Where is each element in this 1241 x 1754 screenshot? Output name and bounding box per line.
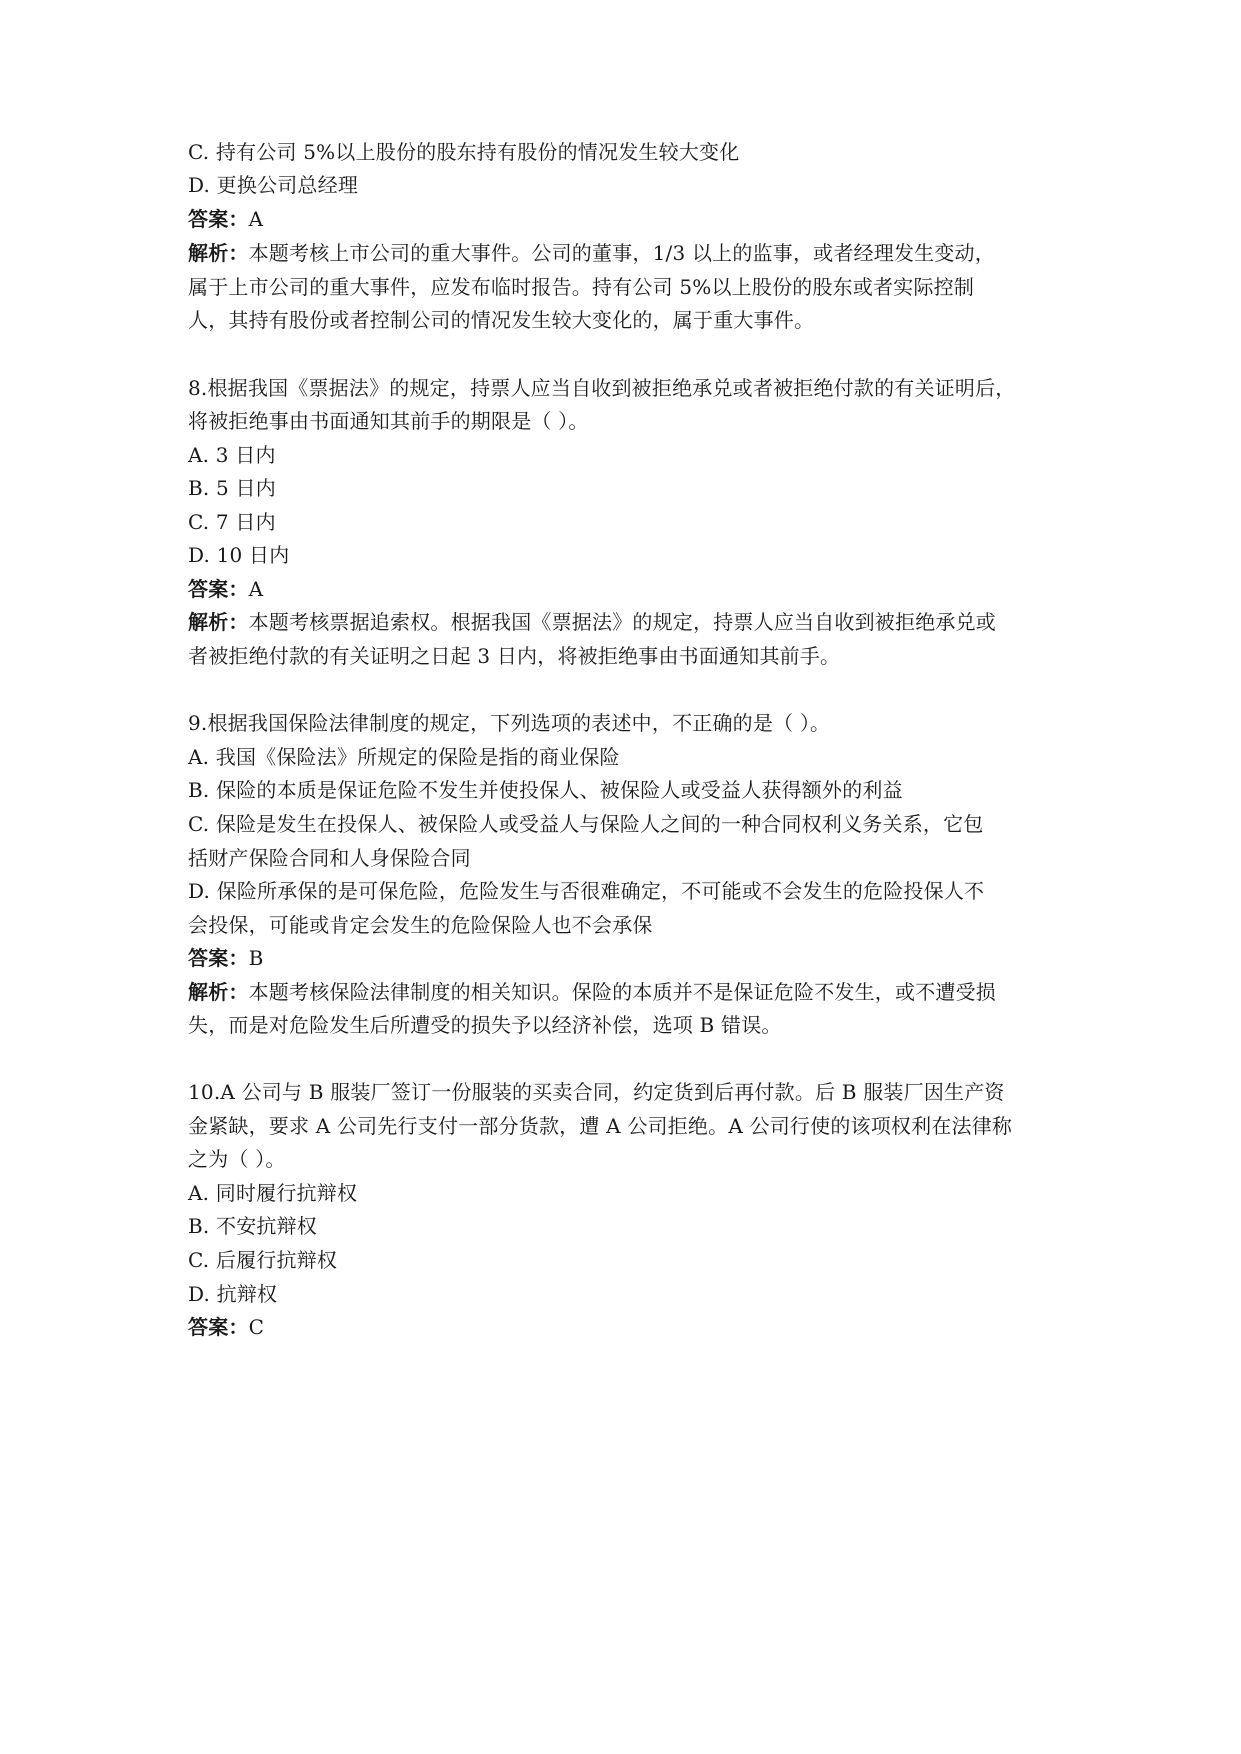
q8-stem-line-1: 8.根据我国《票据法》的规定，持票人应当自收到被拒绝承兑或者被拒绝付款的有关证明后，: [188, 376, 1016, 400]
analysis-text: 本题考核票据追索权。根据我国《票据法》的规定，持票人应当自收到被拒绝承兑或: [248, 610, 997, 634]
q7-analysis-line-1: [188, 239, 1068, 267]
answer-label: 答案：: [188, 207, 249, 231]
q9-analysis-line-1: [188, 978, 1068, 1006]
q7-option-c: C. 持有公司 5%以上股份的股东持有股份的情况发生较大变化: [188, 140, 740, 164]
q7-analysis-line-3: 人，其持有股份或者控制公司的情况发生较大变化的，属于重大事件。: [188, 308, 815, 332]
q10-option-b: B. 不安抗辩权: [188, 1214, 318, 1238]
q7-analysis-line-2: 属于上市公司的重大事件，应发布临时报告。持有公司 5%以上股份的股东或者实际控制: [188, 275, 975, 299]
answer-value: A: [248, 207, 264, 231]
q10-stem-line-3: 之为（ ）。: [188, 1147, 286, 1171]
q8-option-c: C. 7 日内: [188, 510, 276, 534]
q9-option-a: A. 我国《保险法》所规定的保险是指的商业保险: [188, 745, 620, 769]
q8-analysis-line-1: [188, 608, 1068, 636]
answer-value: B: [248, 946, 264, 970]
q10-option-c: C. 后履行抗辩权: [188, 1248, 338, 1272]
q7-option-d: D. 更换公司总经理: [188, 173, 359, 197]
q7-answer: [188, 205, 1068, 233]
q8-analysis-line-2: 者被拒绝付款的有关证明之日起 3 日内，将被拒绝事由书面通知其前手。: [188, 644, 841, 668]
analysis-label: 解析：: [188, 610, 249, 634]
q9-analysis-line-2: 失，而是对危险发生后所遭受的损失予以经济补偿，选项 B 错误。: [188, 1013, 782, 1037]
q9-stem: 9.根据我国保险法律制度的规定，下列选项的表述中，不正确的是（ ）。: [188, 711, 831, 735]
q9-option-d-line-1: D. 保险所承保的是可保危险，危险发生与否很难确定，不可能或不会发生的危险投保人不: [188, 879, 985, 903]
q10-answer: [188, 1313, 1068, 1341]
q10-stem-line-2: 金紧缺，要求 A 公司先行支付一部分货款，遭 A 公司拒绝。A 公司行使的该项权利在法律称: [188, 1114, 1013, 1138]
answer-label: 答案：: [188, 946, 249, 970]
analysis-label: 解析：: [188, 980, 249, 1004]
answer-label: 答案：: [188, 1315, 249, 1339]
q8-option-d: D. 10 日内: [188, 543, 290, 567]
analysis-text: 本题考核上市公司的重大事件。公司的董事，1/3 以上的监事，或者经理发生变动，: [248, 241, 995, 265]
q10-stem-line-1: 10.A 公司与 B 服装厂签订一份服装的买卖合同，约定货到后再付款。后 B 服装厂因生产资: [188, 1080, 1005, 1104]
answer-label: 答案：: [188, 577, 249, 601]
q10-option-a: A. 同时履行抗辩权: [188, 1181, 358, 1205]
q8-answer: [188, 575, 1068, 603]
analysis-text: 本题考核保险法律制度的相关知识。保险的本质并不是保证危险不发生，或不遭受损: [248, 980, 997, 1004]
analysis-label: 解析：: [188, 241, 249, 265]
q10-option-d: D. 抗辩权: [188, 1282, 278, 1306]
q9-option-c-line-2: 括财产保险合同和人身保险合同: [188, 846, 471, 870]
q9-answer: [188, 944, 1068, 972]
answer-value: A: [248, 577, 264, 601]
q9-option-b: B. 保险的本质是保证危险不发生并使投保人、被保险人或受益人获得额外的利益: [188, 778, 903, 802]
q9-option-d-line-2: 会投保，可能或肯定会发生的危险保险人也不会承保: [188, 913, 653, 937]
q8-option-b: B. 5 日内: [188, 476, 276, 500]
q8-option-a: A. 3 日内: [188, 443, 276, 467]
q8-stem-line-2: 将被拒绝事由书面通知其前手的期限是（ ）。: [188, 409, 589, 433]
answer-value: C: [248, 1315, 265, 1339]
q9-option-c-line-1: C. 保险是发生在投保人、被保险人或受益人与保险人之间的一种合同权利义务关系，它包: [188, 812, 984, 836]
